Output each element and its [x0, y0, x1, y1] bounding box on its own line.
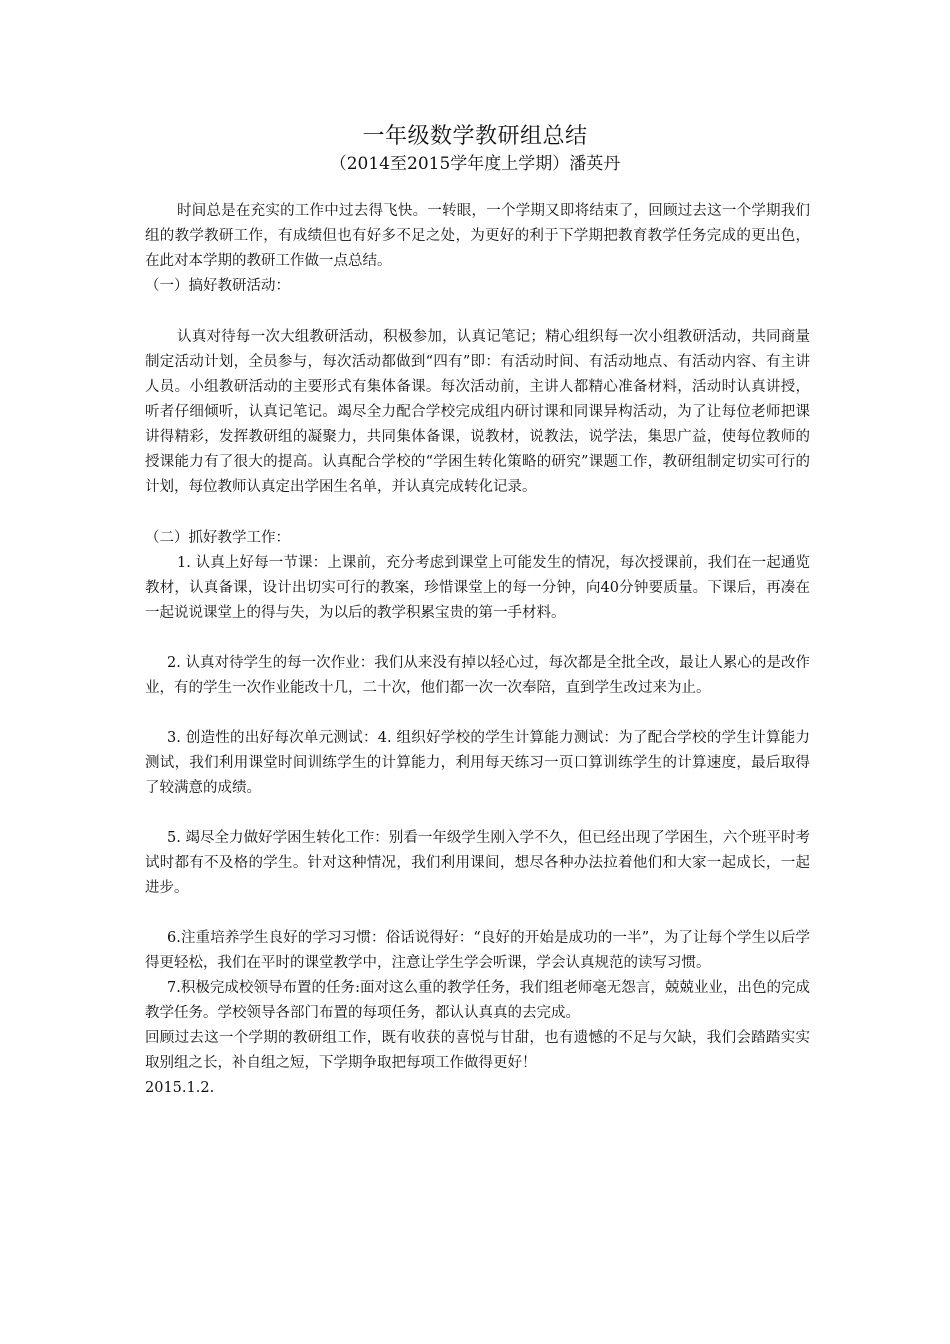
- item-6-paragraph: 6.注重培养学生良好的学习习惯：俗话说得好：“良好的开始是成功的一半”，为了让每个学生以后学得更轻松，我们在平时的课堂教学中，注意让学生学会听课，学会认真规范的读写习惯。: [145, 930, 810, 971]
- document-body: [145, 199, 810, 1101]
- item-7-paragraph: 7.积极完成校领导布置的任务:面对这么重的教学任务，我们组老师毫无怨言，兢兢业业，出色的完成教学任务。学校领导各部门布置的每项任务，都认认真真的去完成。: [145, 980, 810, 1021]
- section1-paragraph: 认真对待每一次大组教研活动，积极参加，认真记笔记；精心组织每一次小组教研活动，共同商量制定活动计划，全员参与，每次活动都做到“四有”即：有活动时间、有活动地点、有活动内容、有主讲人员。小组教研活动的主要形式有集体备课。每次活动前，主讲人都精心准备材料，活动时认真讲授，听者仔细倾听，认真记笔记。竭尽全力配合学校完成组内研讨课和同课异构活动，为了让每位老师把课讲得精彩，发挥教研组的凝聚力，共同集体备课，说教材，说教法，说学法，集思广益，使每位教师的授课能力有了很大的提高。认真配合学校的“学困生转化策略的研究”课题工作，教研组制定切实可行的计划，每位教师认真定出学困生名单，并认真完成转化记录。: [145, 329, 810, 495]
- spacer: [145, 801, 810, 826]
- spacer: [145, 901, 810, 926]
- conclusion-paragraph: 回顾过去这一个学期的教研组工作，既有收获的喜悦与甘甜，也有遗憾的不足与欠缺，我们会踏踏实实取别组之长，补自组之短，下学期争取把每项工作做得更好！: [145, 1030, 810, 1071]
- item-3-paragraph: 3. 创造性的出好每次单元测试：4. 组织好学校的学生计算能力测试：为了配合学校的学生计算能力测试，我们利用课堂时间训练学生的计算能力，利用每天练习一页口算训练学生的计算速度，最后取得了较满意的成绩。: [145, 730, 810, 796]
- spacer: [145, 500, 810, 526]
- section1-heading: （一）搞好教研活动：: [145, 278, 290, 294]
- spacer: [145, 701, 810, 726]
- spacer: [145, 626, 810, 651]
- item-2-paragraph: 2. 认真对待学生的每一次作业：我们从来没有掉以轻心过，每次都是全批全改，最让人累心的是改作业，有的学生一次作业能改十几，二十次，他们都一次一次奉陪，直到学生改过来为止。: [145, 655, 810, 696]
- document-subtitle: （2014至2015学年度上学期）潘英丹: [329, 154, 621, 174]
- document-title: 一年级数学教研组总结: [362, 124, 588, 149]
- item-1-paragraph: 1. 认真上好每一节课：上课前，充分考虑到课堂上可能发生的情况，每次授课前，我们在一起通览教材，认真备课，设计出切实可行的教案，珍惜课堂上的每一分钟，向40分钟要质量。下课后，再凑在一起说说课堂上的得与失，为以后的教学积累宝贵的第一手材料。: [145, 555, 810, 621]
- item-5-paragraph: 5. 竭尽全力做好学困生转化工作：别看一年级学生刚入学不久，但已经出现了学困生，六个班平时考试时都有不及格的学生。针对这种情况，我们利用课间，想尽各种办法拉着他们和大家一起成长，一起进步。: [145, 830, 810, 896]
- spacer: [145, 299, 810, 325]
- document-date: 2015.1.2.: [145, 1080, 215, 1096]
- section2-heading: （二）抓好教学工作：: [145, 530, 290, 546]
- intro-paragraph: 时间总是在充实的工作中过去得飞快。一转眼，一个学期又即将结束了，回顾过去这一个学期我们组的教学教研工作，有成绩但也有好多不足之处，为更好的利于下学期把教育教学任务完成的更出色，在此对本学期的教研工作做一点总结。: [145, 203, 810, 269]
